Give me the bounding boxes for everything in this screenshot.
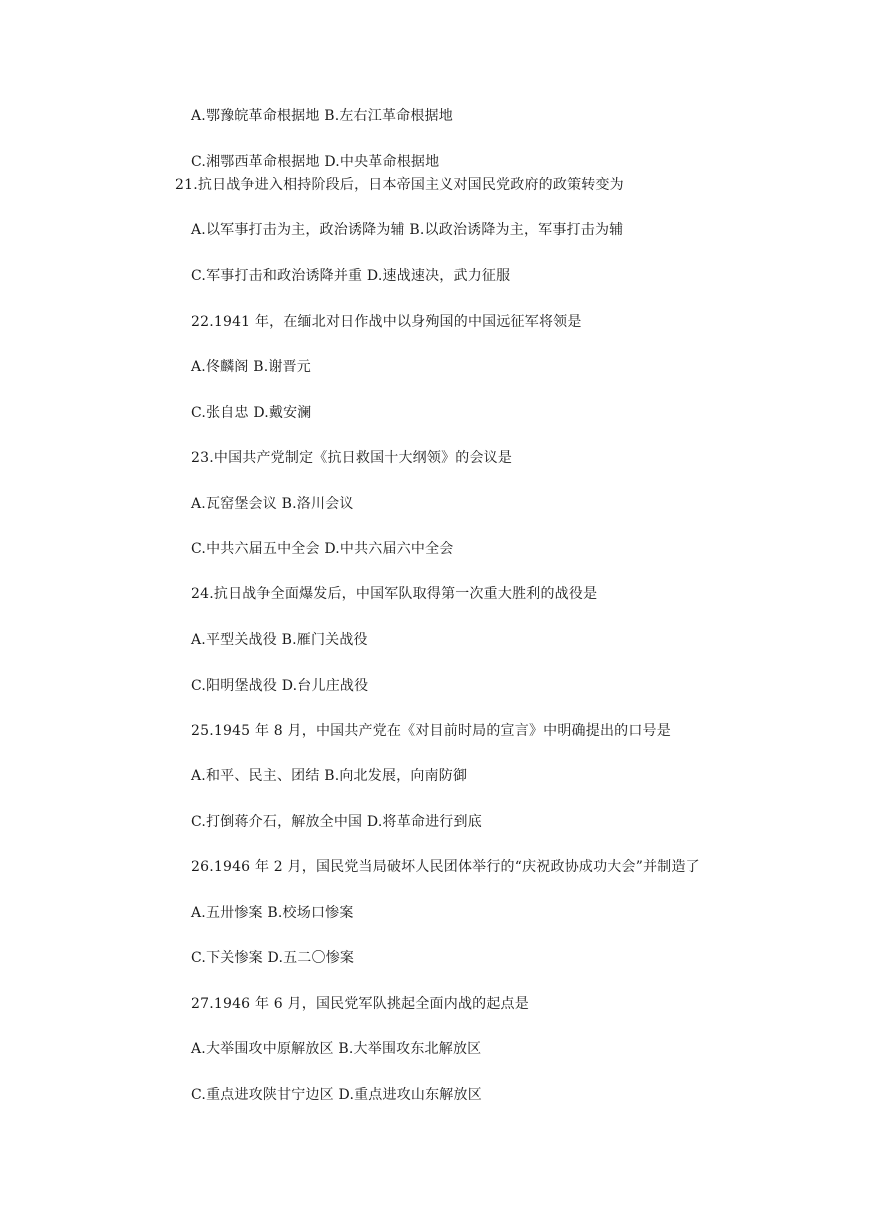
option-line-q22-ab: A.佟麟阁 B.谢晋元 <box>191 359 311 375</box>
question-23: 23.中国共产党制定《抗日救国十大纲领》的会议是 <box>191 450 513 466</box>
question-24: 24.抗日战争全面爆发后，中国军队取得第一次重大胜利的战役是 <box>191 586 598 602</box>
option-line-q21-cd: C.军事打击和政治诱降并重 D.速战速决，武力征服 <box>191 268 511 284</box>
option-line-q26-cd: C.下关惨案 D.五二〇惨案 <box>191 950 355 966</box>
option-line-q24-cd: C.阳明堡战役 D.台儿庄战役 <box>191 678 369 694</box>
question-26: 26.1946 年 2 月，国民党当局破坏人民团体举行的“庆祝政协成功大会”并制造了 <box>191 859 700 875</box>
option-line-q26-ab: A.五卅惨案 B.校场口惨案 <box>191 905 354 921</box>
option-line-q23-ab: A.瓦窑堡会议 B.洛川会议 <box>191 496 354 512</box>
option-line-q22-cd: C.张自忠 D.戴安澜 <box>191 405 312 421</box>
question-27: 27.1946 年 6 月，国民党军队挑起全面内战的起点是 <box>191 996 529 1012</box>
option-line-q27-cd: C.重点进攻陕甘宁边区 D.重点进攻山东解放区 <box>191 1087 482 1103</box>
option-line-q24-ab: A.平型关战役 B.雁门关战役 <box>191 632 368 648</box>
option-line-q25-ab: A.和平、民主、团结 B.向北发展，向南防御 <box>191 768 468 784</box>
option-line-q25-cd: C.打倒蒋介石，解放全中国 D.将革命进行到底 <box>191 814 482 830</box>
option-line-q27-ab: A.大举围攻中原解放区 B.大举围攻东北解放区 <box>191 1041 482 1057</box>
option-line-q23-cd: C.中共六届五中全会 D.中共六届六中全会 <box>191 541 454 557</box>
question-22: 22.1941 年，在缅北对日作战中以身殉国的中国远征军将领是 <box>191 314 582 330</box>
question-21: 21.抗日战争进入相持阶段后，日本帝国主义对国民党政府的政策转变为 <box>175 177 624 193</box>
option-line-q20-cd: C.湘鄂西革命根据地 D.中央革命根据地 <box>191 154 440 170</box>
option-line-q21-ab: A.以军事打击为主，政治诱降为辅 B.以政治诱降为主，军事打击为辅 <box>191 222 624 238</box>
question-25: 25.1945 年 8 月，中国共产党在《对目前时局的宣言》中明确提出的口号是 <box>191 723 671 739</box>
option-line-q20-ab: A.鄂豫皖革命根据地 B.左右江革命根据地 <box>191 108 453 124</box>
